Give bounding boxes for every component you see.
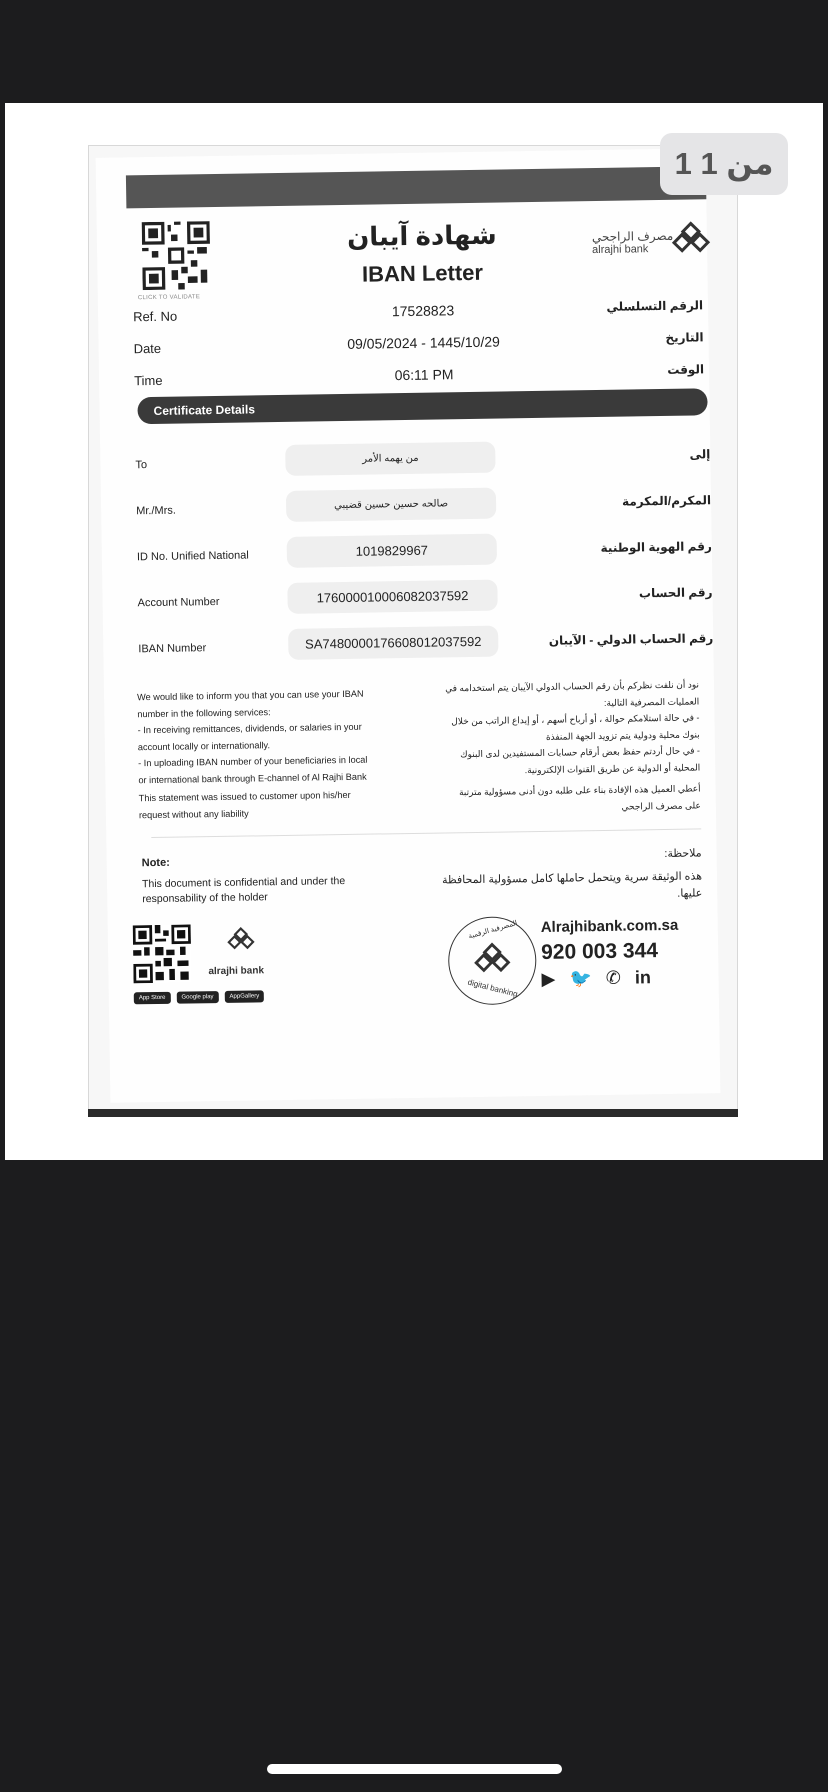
google-play-badge[interactable]: Google play (176, 991, 218, 1004)
info-ar-line: العمليات المصرفية التالية: (603, 695, 700, 708)
to-value: من يهمه الأمر (285, 442, 495, 476)
document-photo (88, 145, 738, 1117)
to-field (135, 438, 710, 481)
info-en-line: We would like to inform you that you can use your IBAN (137, 688, 364, 703)
certificate-details-header: Certificate Details (137, 388, 707, 424)
app-store-badge[interactable]: App Store (134, 992, 171, 1005)
id-value: 1019829967 (287, 534, 497, 568)
info-ar-line: بنوك محلية ودولية يتم تزويد الجهة المنفذة (545, 728, 700, 742)
seal-logo-icon (472, 941, 513, 980)
bank-name-arabic: مصرف الراجحي (591, 228, 674, 245)
date-row (133, 328, 703, 361)
photo-edge (88, 1109, 738, 1117)
info-english (137, 685, 384, 788)
info-en-line: or international bank through E-channel of Al Rajhi Bank (138, 771, 367, 785)
whatsapp-icon[interactable]: ✆ (605, 967, 622, 988)
note-title-arabic: ملاحظة: (664, 847, 702, 861)
ref-no-label-ar: الرقم التسلسلي (606, 298, 704, 314)
click-to-validate-label: CLICK TO VALIDATE (137, 294, 201, 302)
phone-number[interactable]: 920 003 344 (540, 939, 659, 964)
social-icons (541, 967, 679, 990)
id-label-ar: رقم الهوية الوطنية (600, 539, 712, 555)
id-field (137, 530, 712, 573)
linkedin-icon[interactable]: in (634, 967, 652, 988)
website-link[interactable]: Alrajhibank.com.sa (540, 916, 679, 936)
ref-no-label: Ref. No (132, 308, 178, 325)
alrajhi-logo-icon (670, 220, 713, 261)
bank-name-english: alrajhi bank (592, 243, 649, 257)
note-text: This document is confidential and under the responsability of the holder (141, 875, 346, 906)
bank-logo (592, 220, 713, 267)
title-arabic: شهادة آيبان (346, 219, 497, 252)
store-badges (134, 990, 265, 1004)
statement-en-line: This statement was issued to customer upon his/her (138, 789, 351, 804)
statement-ar-line: أعطي العميل هذه الإفادة بناء على طلبه دون أدنى مسؤولية مترتبة (458, 783, 701, 798)
home-indicator[interactable] (267, 1764, 562, 1774)
info-ar-line: نود أن نلفت نظركم بأن رقم الحساب الدولي الآيبان يتم استخدامه في (445, 679, 700, 694)
time-label-ar: الوقت (667, 362, 705, 377)
alrajhi-small-logo-icon (226, 925, 256, 955)
name-field (136, 484, 711, 527)
seal-text: digital banking (466, 977, 519, 999)
seal-text-arabic: المصرفية الرقمية (467, 919, 519, 941)
info-ar-line: - في حال أردتم حفظ بعض أرقام حسابات المستفيدين لدى البنوك (460, 745, 701, 760)
time-label: Time (134, 372, 163, 389)
info-en-line: - In uploading IBAN number of your beneficiaries in local (138, 754, 368, 769)
app-gallery-badge[interactable]: AppGallery (224, 990, 264, 1003)
contact-info (541, 917, 680, 990)
time-value: 06:11 PM (394, 366, 454, 384)
info-ar-line: - في حالة استلامكم حوالة ، أو أرباح أسهم ، أو إيداع الراتب من خلال (451, 712, 700, 727)
name-value: صالحه حسين حسين قضيبي (286, 488, 496, 522)
info-arabic (424, 676, 701, 779)
validation-qr-code[interactable] (142, 221, 211, 290)
info-ar-line: المحلية أو الدولية عن طريق القنوات الإلكترونية. (524, 761, 701, 775)
statement-ar-line: على مصرف الراجحي (621, 799, 701, 812)
name-label: Mr./Mrs. (136, 504, 176, 518)
iban-field (138, 622, 713, 665)
app-download-qr-code[interactable] (133, 924, 192, 983)
title-english: IBAN Letter (361, 259, 484, 287)
iban-value: SA7480000176608012037592 (288, 626, 498, 660)
date-label: Date (133, 340, 162, 357)
header-bar (126, 166, 706, 208)
divider (151, 828, 701, 838)
twitter-icon[interactable]: 🐦 (569, 968, 592, 989)
note-title: Note: (141, 856, 170, 870)
account-value: 176000010006082037592 (287, 580, 497, 614)
to-label-ar: إلى (689, 447, 711, 462)
id-label: ID No. Unified National (136, 549, 249, 564)
ref-no-row (133, 296, 703, 329)
account-field (137, 576, 712, 619)
statement-arabic (426, 780, 701, 817)
statement-english (139, 786, 384, 823)
note-text-arabic: هذه الوثيقة سرية ويتحمل حاملها كامل مسؤولية المحافظة عليها. (441, 870, 703, 900)
ref-no-value: 17528823 (391, 302, 455, 320)
iban-label: IBAN Number (138, 642, 207, 656)
date-value: 09/05/2024 - 1445/10/29 (347, 333, 500, 352)
page-indicator: 1 من 1 (660, 133, 788, 195)
info-en-line: account locally or internationally. (137, 739, 271, 752)
iban-label-ar: رقم الحساب الدولي - الآيبان (548, 631, 714, 648)
footer-bank-name: alrajhi bank (208, 965, 265, 978)
digital-banking-seal (448, 916, 537, 1005)
date-label-ar: التاريخ (665, 330, 704, 345)
name-label-ar: المكرم/المكرمة (621, 493, 712, 509)
statement-en-line: request without any liability (138, 808, 249, 820)
time-row (134, 360, 704, 393)
youtube-icon[interactable]: ▶ (541, 968, 556, 989)
to-label: To (135, 459, 148, 472)
iban-letter (96, 148, 721, 1102)
info-en-line: number in the following services: (137, 706, 271, 719)
account-label-ar: رقم الحساب (638, 585, 713, 601)
account-label: Account Number (137, 595, 220, 610)
info-en-line: - In receiving remittances, dividends, or salaries in your (137, 721, 362, 736)
